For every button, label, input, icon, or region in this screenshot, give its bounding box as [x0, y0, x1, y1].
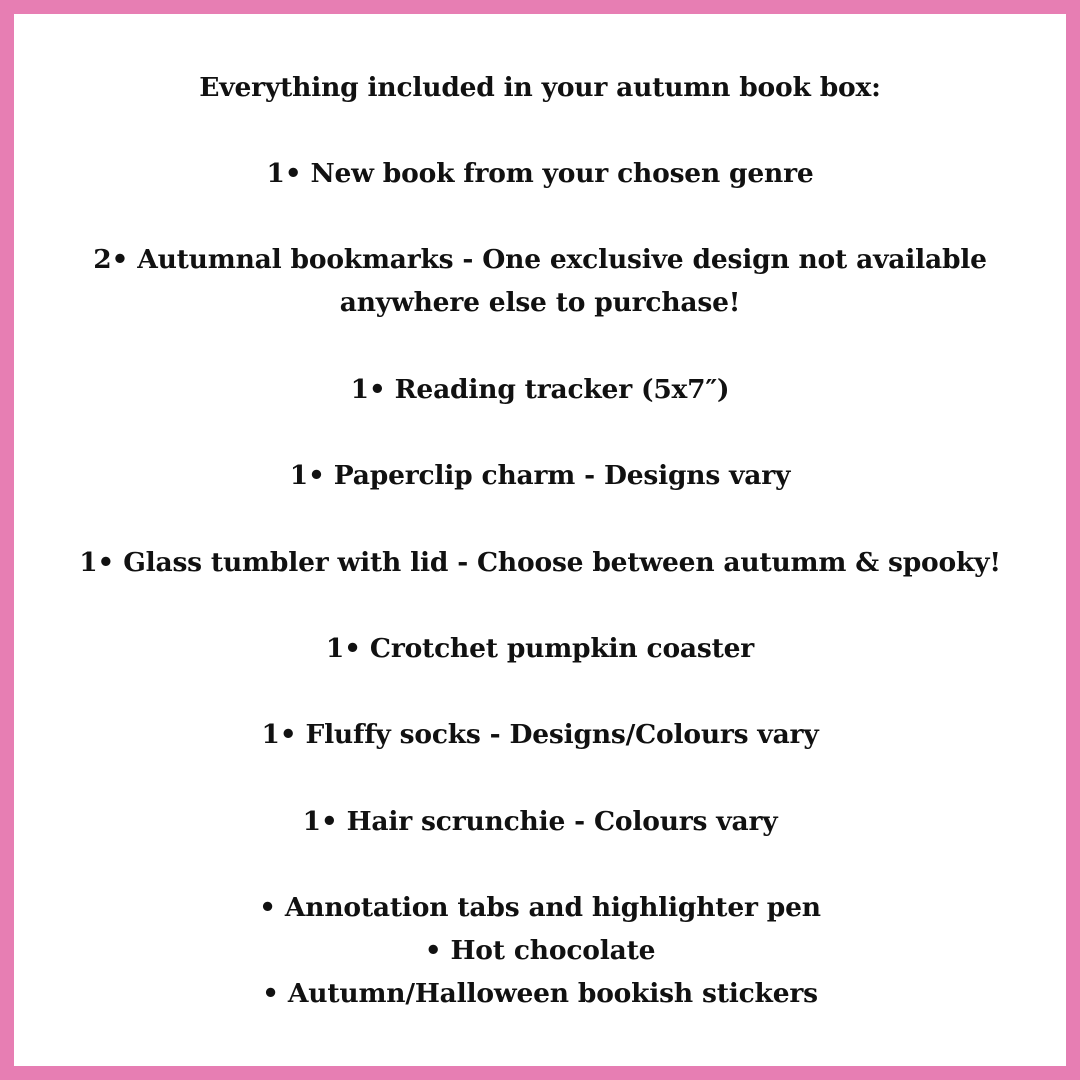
heading: Everything included in your autumn book box:	[199, 72, 881, 103]
item-new-book: 1• New book from your chosen genre	[266, 158, 814, 189]
item-pumpkin-coaster: 1• Crotchet pumpkin coaster	[325, 633, 755, 664]
item-fluffy-socks: 1• Fluffy socks - Designs/Colours vary	[261, 719, 819, 750]
item-paperclip-charm: 1• Paperclip charm - Designs vary	[289, 460, 791, 491]
item-annotation-tabs: • Annotation tabs and highlighter pen	[259, 892, 821, 923]
pink-border-frame	[14, 14, 1066, 1066]
item-bookmarks-continued: anywhere else to purchase!	[339, 287, 741, 318]
item-reading-tracker: 1• Reading tracker (5x7″)	[350, 374, 730, 405]
item-glass-tumbler: 1• Glass tumbler with lid - Choose between autumm & spooky!	[79, 547, 1001, 578]
item-hair-scrunchie: 1• Hair scrunchie - Colours vary	[302, 806, 778, 837]
book-box-contents-list	[14, 14, 1066, 1066]
item-stickers: • Autumn/Halloween bookish stickers	[262, 978, 818, 1009]
item-hot-chocolate: • Hot chocolate	[424, 935, 656, 966]
item-bookmarks: 2• Autumnal bookmarks - One exclusive design not available	[93, 244, 987, 275]
